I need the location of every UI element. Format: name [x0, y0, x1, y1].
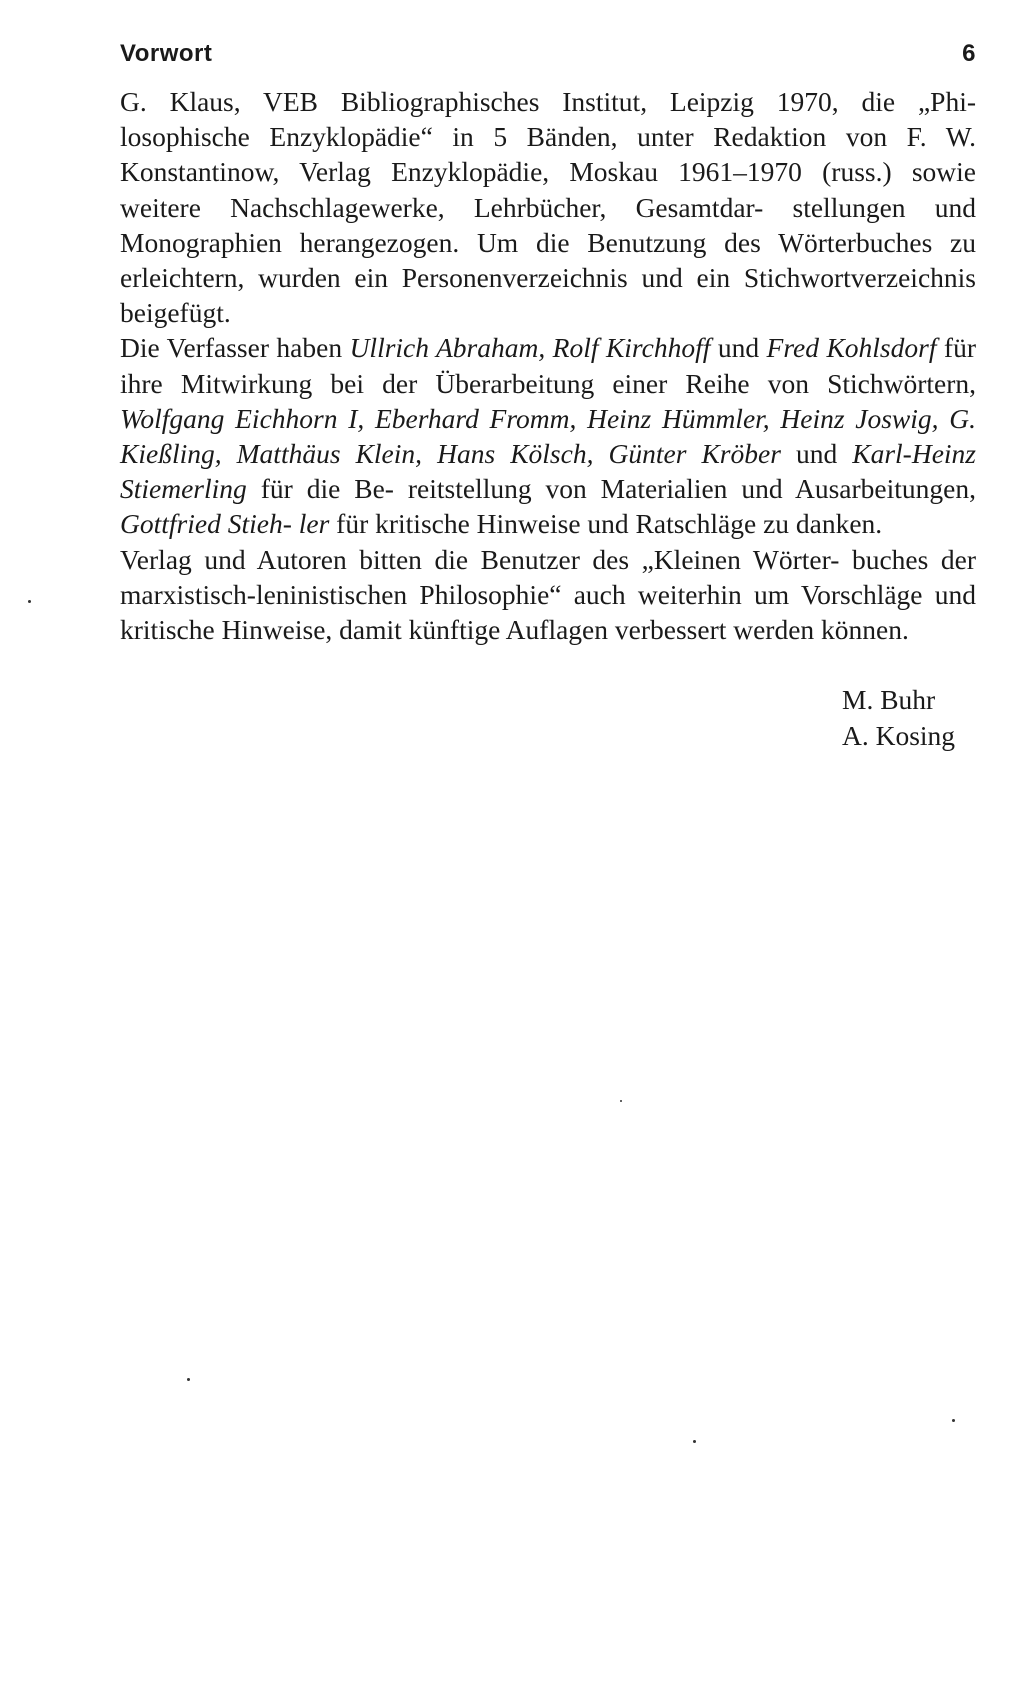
text-line: F. W. Konstantinow, Verlag Enzyklopädie, Moskau 1961–1970: [120, 121, 977, 188]
text-run: Die Verfasser haben: [120, 332, 350, 364]
person-names: ler: [298, 508, 330, 540]
scan-speck: [693, 1440, 696, 1443]
text-line: um Vorschläge und kritische Hinweise, damit künftige Auflagen: [120, 578, 976, 646]
scan-speck: [28, 600, 31, 603]
person-names: Fred: [766, 332, 819, 364]
text-line: losophische Enzyklopädie“ in 5 Bänden, unter Redaktion von: [120, 121, 888, 153]
person-names: Wolfgang Eichhorn I, Eberhard Fromm, Heinz: [120, 402, 652, 434]
text-line: (russ.) sowie weitere Nachschlagewerke, Lehrbücher, Gesamtdar-: [120, 156, 977, 223]
text-run: und: [710, 332, 767, 364]
person-names: Kölsch, Günter Kröber: [510, 438, 781, 470]
paragraph-sources: [120, 84, 976, 330]
text-line: buches der marxistisch-leninistischen Philosophie“ auch weiterhin: [120, 543, 976, 610]
text-line: verbessert werden können.: [614, 614, 909, 646]
text-run: reitstellung von Materialien und Ausarbeitungen,: [407, 473, 976, 505]
text-run: für kritische Hinweise und Ratschläge zu danken.: [329, 508, 883, 540]
section-title: Vorwort: [120, 40, 213, 67]
author-signature: A. Kosing: [842, 720, 956, 752]
person-names: Ullrich Abraham, Rolf Kirchhoff: [349, 332, 711, 364]
document-page: [120, 40, 976, 754]
running-head: [120, 40, 976, 84]
text-line: Verlag und Autoren bitten die Benutzer des „Kleinen Wörter-: [120, 543, 840, 575]
scan-speck: [620, 1100, 622, 1102]
text-run: für ihre Mitwirkung bei der Überarbeitung einer Reihe: [120, 332, 976, 399]
scan-speck: [187, 1378, 190, 1381]
scan-speck: [952, 1419, 955, 1422]
signature-block: [842, 682, 976, 754]
text-line: G. Klaus, VEB Bibliographisches Institut, Leipzig 1970, die „Phi-: [120, 86, 976, 117]
paragraph-acknowledgements: [120, 330, 976, 541]
text-run: und: [780, 438, 853, 470]
text-line: stellungen und Monographien herangezogen. Um die Benutzung: [120, 191, 976, 258]
person-names: Hümmler, Heinz Joswig, G. Kießling, Matthäus Klein, Hans: [120, 402, 976, 470]
text-line: und ein Stichwortverzeichnis beigefügt.: [120, 262, 976, 329]
text-line: des Wörterbuches zu erleichtern, wurden ein Personenverzeichnis: [120, 226, 976, 294]
person-names: Gottfried Stieh-: [120, 508, 292, 540]
body-text: [120, 84, 976, 647]
person-names: Kohlsdorf: [826, 332, 937, 364]
author-signature: M. Buhr: [842, 684, 936, 716]
person-names: Karl-Heinz Stiemerling: [120, 438, 976, 505]
text-run: von Stichwörtern,: [767, 367, 977, 399]
paragraph-request: [120, 542, 976, 648]
page-number: 6: [962, 40, 976, 67]
text-run: für die Be-: [246, 473, 394, 505]
